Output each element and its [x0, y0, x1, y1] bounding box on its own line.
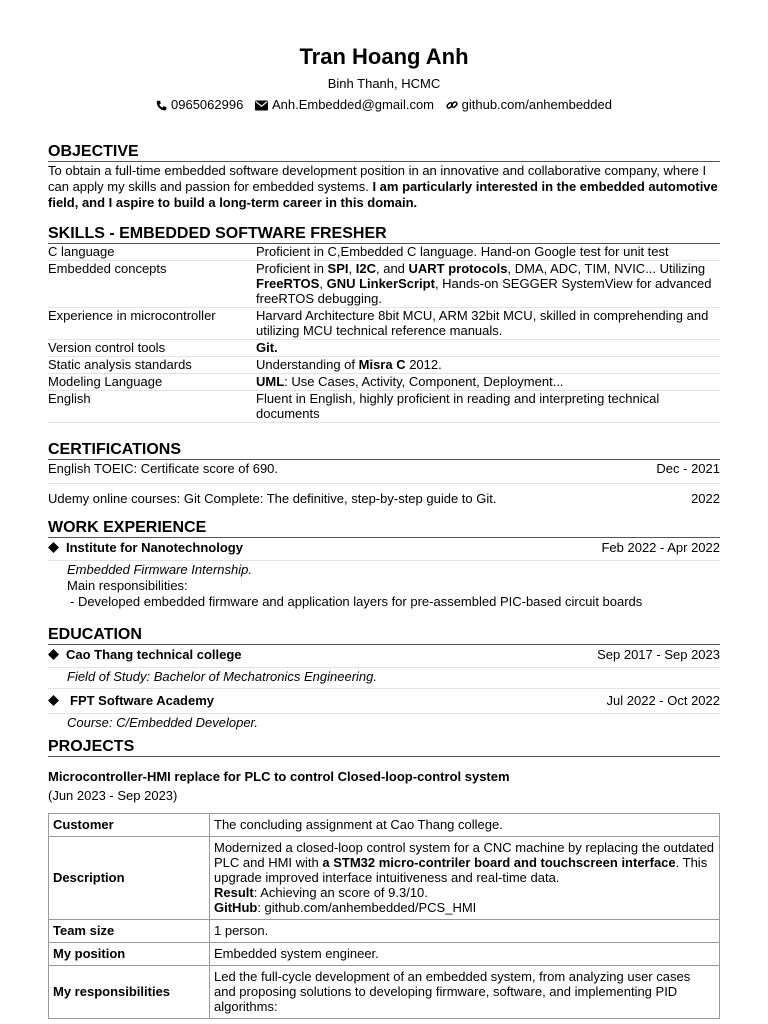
skill-row-label: Embedded concepts — [48, 261, 256, 308]
text-run: . This upgrade improved interface intuitiveness and real-time data. — [214, 855, 708, 885]
text-run: , — [348, 261, 356, 276]
certification-name: English TOEIC: Certificate score of 690. — [48, 461, 279, 476]
text-run: Result — [214, 885, 254, 900]
text-run: , Hands-on SEGGER SystemView for advanced freeRTOS debugging. — [256, 276, 712, 306]
project-row — [49, 920, 720, 943]
text-run: , and — [375, 261, 409, 276]
objective-emphasis: I am particularly interested in the embedded automotive field, and I aspire to build a long-term career in this domain. — [48, 179, 718, 210]
project-row-label: Description — [49, 837, 210, 920]
text-run: GNU LinkerScript — [326, 276, 435, 291]
work-responsibilities-label: Main responsibilities: — [67, 578, 188, 593]
project-row-value — [210, 943, 720, 966]
contact-line — [48, 97, 720, 112]
education-detail: Field of Study: Bachelor of Mechatronics Engineering. — [48, 669, 720, 689]
certification-item — [48, 491, 720, 507]
skill-row — [48, 391, 720, 423]
text-run: Fluent in English, highly proficient in reading and interpreting technical documents — [256, 391, 660, 421]
text-run: GitHub — [214, 900, 258, 915]
project-row-value — [210, 814, 720, 837]
objective-section — [48, 142, 720, 211]
text-run: 2012. — [405, 357, 442, 372]
project-row-label: My responsibilities — [49, 966, 210, 1019]
text-run: Harvard Architecture 8bit MCU, ARM 32bit MCU, skilled in comprehending and utilizing MCU technical reference manuals. — [256, 308, 709, 338]
text-run: Proficient in — [256, 261, 328, 276]
project-row-label: My position — [49, 943, 210, 966]
email-address[interactable]: Anh.Embedded@gmail.com — [271, 97, 435, 112]
text-run: Misra C — [358, 357, 406, 372]
project-row-label: Team size — [49, 920, 210, 943]
text-run: The concluding assignment at Cao Thang college. — [214, 817, 503, 832]
text-run: Understanding of — [256, 357, 359, 372]
objective-title: OBJECTIVE — [48, 142, 720, 162]
project-row — [49, 943, 720, 966]
envelope-icon — [255, 100, 268, 111]
objective-text — [48, 163, 720, 211]
project-row — [49, 814, 720, 837]
text-run: SPI — [327, 261, 349, 276]
email-contact[interactable] — [255, 97, 434, 112]
work-entry-header — [48, 540, 720, 561]
phone-contact — [156, 97, 243, 112]
skills-section — [48, 224, 720, 423]
education-section — [48, 625, 720, 731]
skill-row-value — [256, 261, 720, 308]
phone-number: 0965062996 — [171, 97, 244, 112]
skill-row — [48, 244, 720, 261]
project-row — [49, 837, 720, 920]
education-entry-header — [48, 693, 720, 714]
education-organization: FPT Software Academy — [70, 693, 215, 708]
education-date: Sep 2017 - Sep 2023 — [597, 647, 720, 662]
skill-row-label: Experience in microcontroller — [48, 308, 256, 340]
text-run: , — [319, 276, 327, 291]
project-row-value — [210, 966, 720, 1019]
work-responsibility: - Developed embedded firmware and application layers for pre-assembled PIC-based circuit boards — [70, 594, 643, 609]
text-run: Git. — [256, 340, 278, 355]
skill-row — [48, 357, 720, 374]
skill-row-value — [256, 244, 720, 261]
education-title: EDUCATION — [48, 625, 720, 645]
certification-name: Udemy online courses: Git Complete: The definitive, step-by-step guide to Git. — [48, 491, 497, 506]
diamond-bullet-icon — [48, 542, 59, 553]
certification-item — [48, 461, 720, 484]
skills-table — [48, 244, 720, 423]
phone-icon — [156, 100, 167, 111]
skill-row-label: English — [48, 391, 256, 423]
project-name: Microcontroller-HMI replace for PLC to control Closed-loop-control system — [48, 769, 510, 784]
skill-row-label: Modeling Language — [48, 374, 256, 391]
work-title: WORK EXPERIENCE — [48, 518, 720, 538]
skill-row-label: C language — [48, 244, 256, 261]
skill-row-label: Static analysis standards — [48, 357, 256, 374]
projects-title: PROJECTS — [48, 737, 720, 757]
education-organization: Cao Thang technical college — [66, 647, 242, 662]
text-run: , DMA, ADC, TIM, NVIC... Utilizing — [507, 261, 706, 276]
text-run: : Use Cases, Activity, Component, Deployment... — [284, 374, 564, 389]
skill-row-value — [256, 357, 720, 374]
skill-row — [48, 340, 720, 357]
skill-row-value — [256, 308, 720, 340]
project-table — [48, 813, 720, 1019]
skill-row-value — [256, 374, 720, 391]
skill-row-value — [256, 340, 720, 357]
education-detail: Course: C/Embedded Developer. — [67, 715, 259, 730]
project-period: (Jun 2023 - Sep 2023) — [48, 788, 178, 803]
text-run: 1 person. — [214, 923, 269, 938]
work-role: Embedded Firmware Internship. — [67, 562, 252, 577]
work-section — [48, 518, 720, 610]
certifications-title: CERTIFICATIONS — [48, 440, 720, 460]
candidate-location: Binh Thanh, HCMC — [327, 76, 441, 91]
text-run: Embedded system engineer. — [214, 946, 379, 961]
skill-row — [48, 374, 720, 391]
text-run: a STM32 micro-contriler board and touchscreen interface — [322, 855, 676, 870]
text-run: Proficient in C,Embedded C language. Hand-on Google test for unit test — [256, 244, 669, 259]
text-run: Modernized a closed-loop control system for a CNC machine by replacing the outdated PLC and HMI with — [214, 840, 715, 870]
skill-row-label: Version control tools — [48, 340, 256, 357]
certification-date: 2022 — [691, 491, 720, 506]
certification-date: Dec - 2021 — [656, 461, 720, 476]
work-organization: Institute for Nanotechnology — [66, 540, 243, 555]
text-run: FreeRTOS — [256, 276, 320, 291]
skill-row-value — [256, 391, 720, 423]
text-run: : github.com/anhembedded/PCS_HMI — [257, 900, 477, 915]
projects-section — [48, 737, 720, 1019]
text-run: UART protocols — [408, 261, 508, 276]
diamond-bullet-icon — [48, 695, 59, 706]
project-row-value — [210, 837, 720, 920]
text-run: UML — [256, 374, 285, 389]
project-row-label: Customer — [49, 814, 210, 837]
skill-row — [48, 308, 720, 340]
github-link[interactable]: github.com/anhembedded — [461, 97, 612, 112]
work-date: Feb 2022 - Apr 2022 — [601, 540, 720, 555]
diamond-bullet-icon — [48, 649, 59, 660]
project-row — [49, 966, 720, 1019]
certifications-section — [48, 440, 720, 507]
text-run: Led the full-cycle development of an embedded system, from analyzing user cases and proposing solutions to developing firmware, software, and implementing PID algorithms: — [214, 969, 691, 1014]
github-contact[interactable] — [446, 97, 612, 112]
text-run: : Achieving an score of 9.3/10. — [253, 885, 428, 900]
skills-title: SKILLS - EMBEDDED SOFTWARE FRESHER — [48, 224, 720, 244]
project-row-value — [210, 920, 720, 943]
objective-intro: To obtain a full-time embedded software development position in an innovative and collaborative company, where I can apply my skills and passion for embedded systems. — [48, 163, 707, 194]
text-run: I2C — [355, 261, 376, 276]
link-icon — [446, 99, 458, 111]
skill-row — [48, 261, 720, 308]
education-entry-header — [48, 647, 720, 668]
education-date: Jul 2022 - Oct 2022 — [606, 693, 720, 708]
candidate-name: Tran Hoang Anh — [299, 44, 469, 69]
